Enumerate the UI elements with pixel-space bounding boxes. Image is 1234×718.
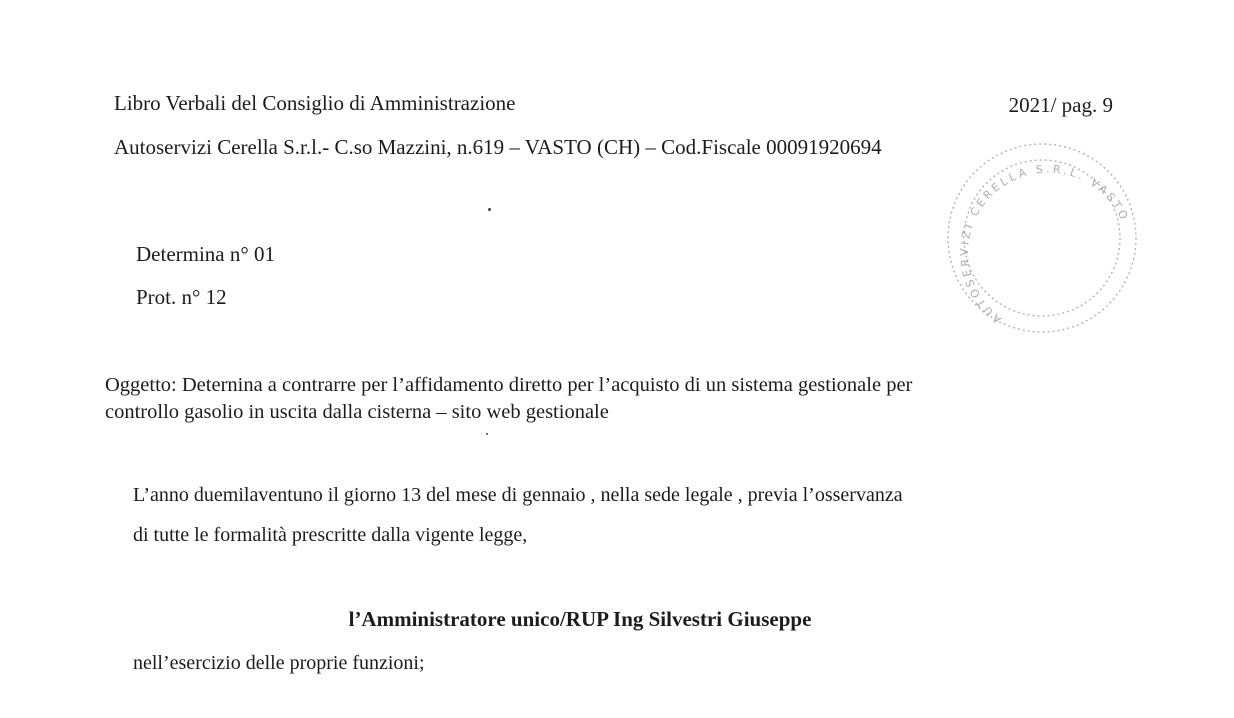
signer-heading: l’Amministratore unico/RUP Ing Silvestri Giuseppe [348, 607, 812, 631]
page-reference: 2021/ pag. 9 [1008, 93, 1113, 117]
stray-mark [488, 208, 491, 211]
body-line-1: L’anno duemilaventuno il giorno 13 del mese di gennaio , nella sede legale , previa l’osservanza [133, 484, 903, 506]
company-info-line: Autoservizi Cerella S.r.l.- C.so Mazzini, n.619 – VASTO (CH) – Cod.Fiscale 00091920694 [114, 135, 882, 159]
body-line-2: di tutte le formalità prescritte dalla vigente legge, [133, 524, 528, 546]
determina-number: Determina n° 01 [136, 242, 276, 266]
svg-text:AUTOSERVIZI CERELLA S.R.L. VAS [958, 163, 1132, 326]
subject-line-1: Oggetto: Deternina a contrarre per l’affidamento diretto per l’acquisto di un sistema gestionale per [105, 374, 913, 396]
stamp-text: AUTOSERVIZI CERELLA S.R.L. VASTO [958, 162, 1132, 327]
subject-line-2: controllo gasolio in uscita dalla cisterna – sito web gestionale [105, 401, 609, 423]
company-stamp [930, 118, 1140, 338]
protocol-number: Prot. n° 12 [136, 285, 227, 309]
stray-mark [486, 433, 488, 435]
register-title: Libro Verbali del Consiglio di Amministrazione [114, 91, 516, 115]
closing-line: nell’esercizio delle proprie funzioni; [133, 652, 425, 674]
